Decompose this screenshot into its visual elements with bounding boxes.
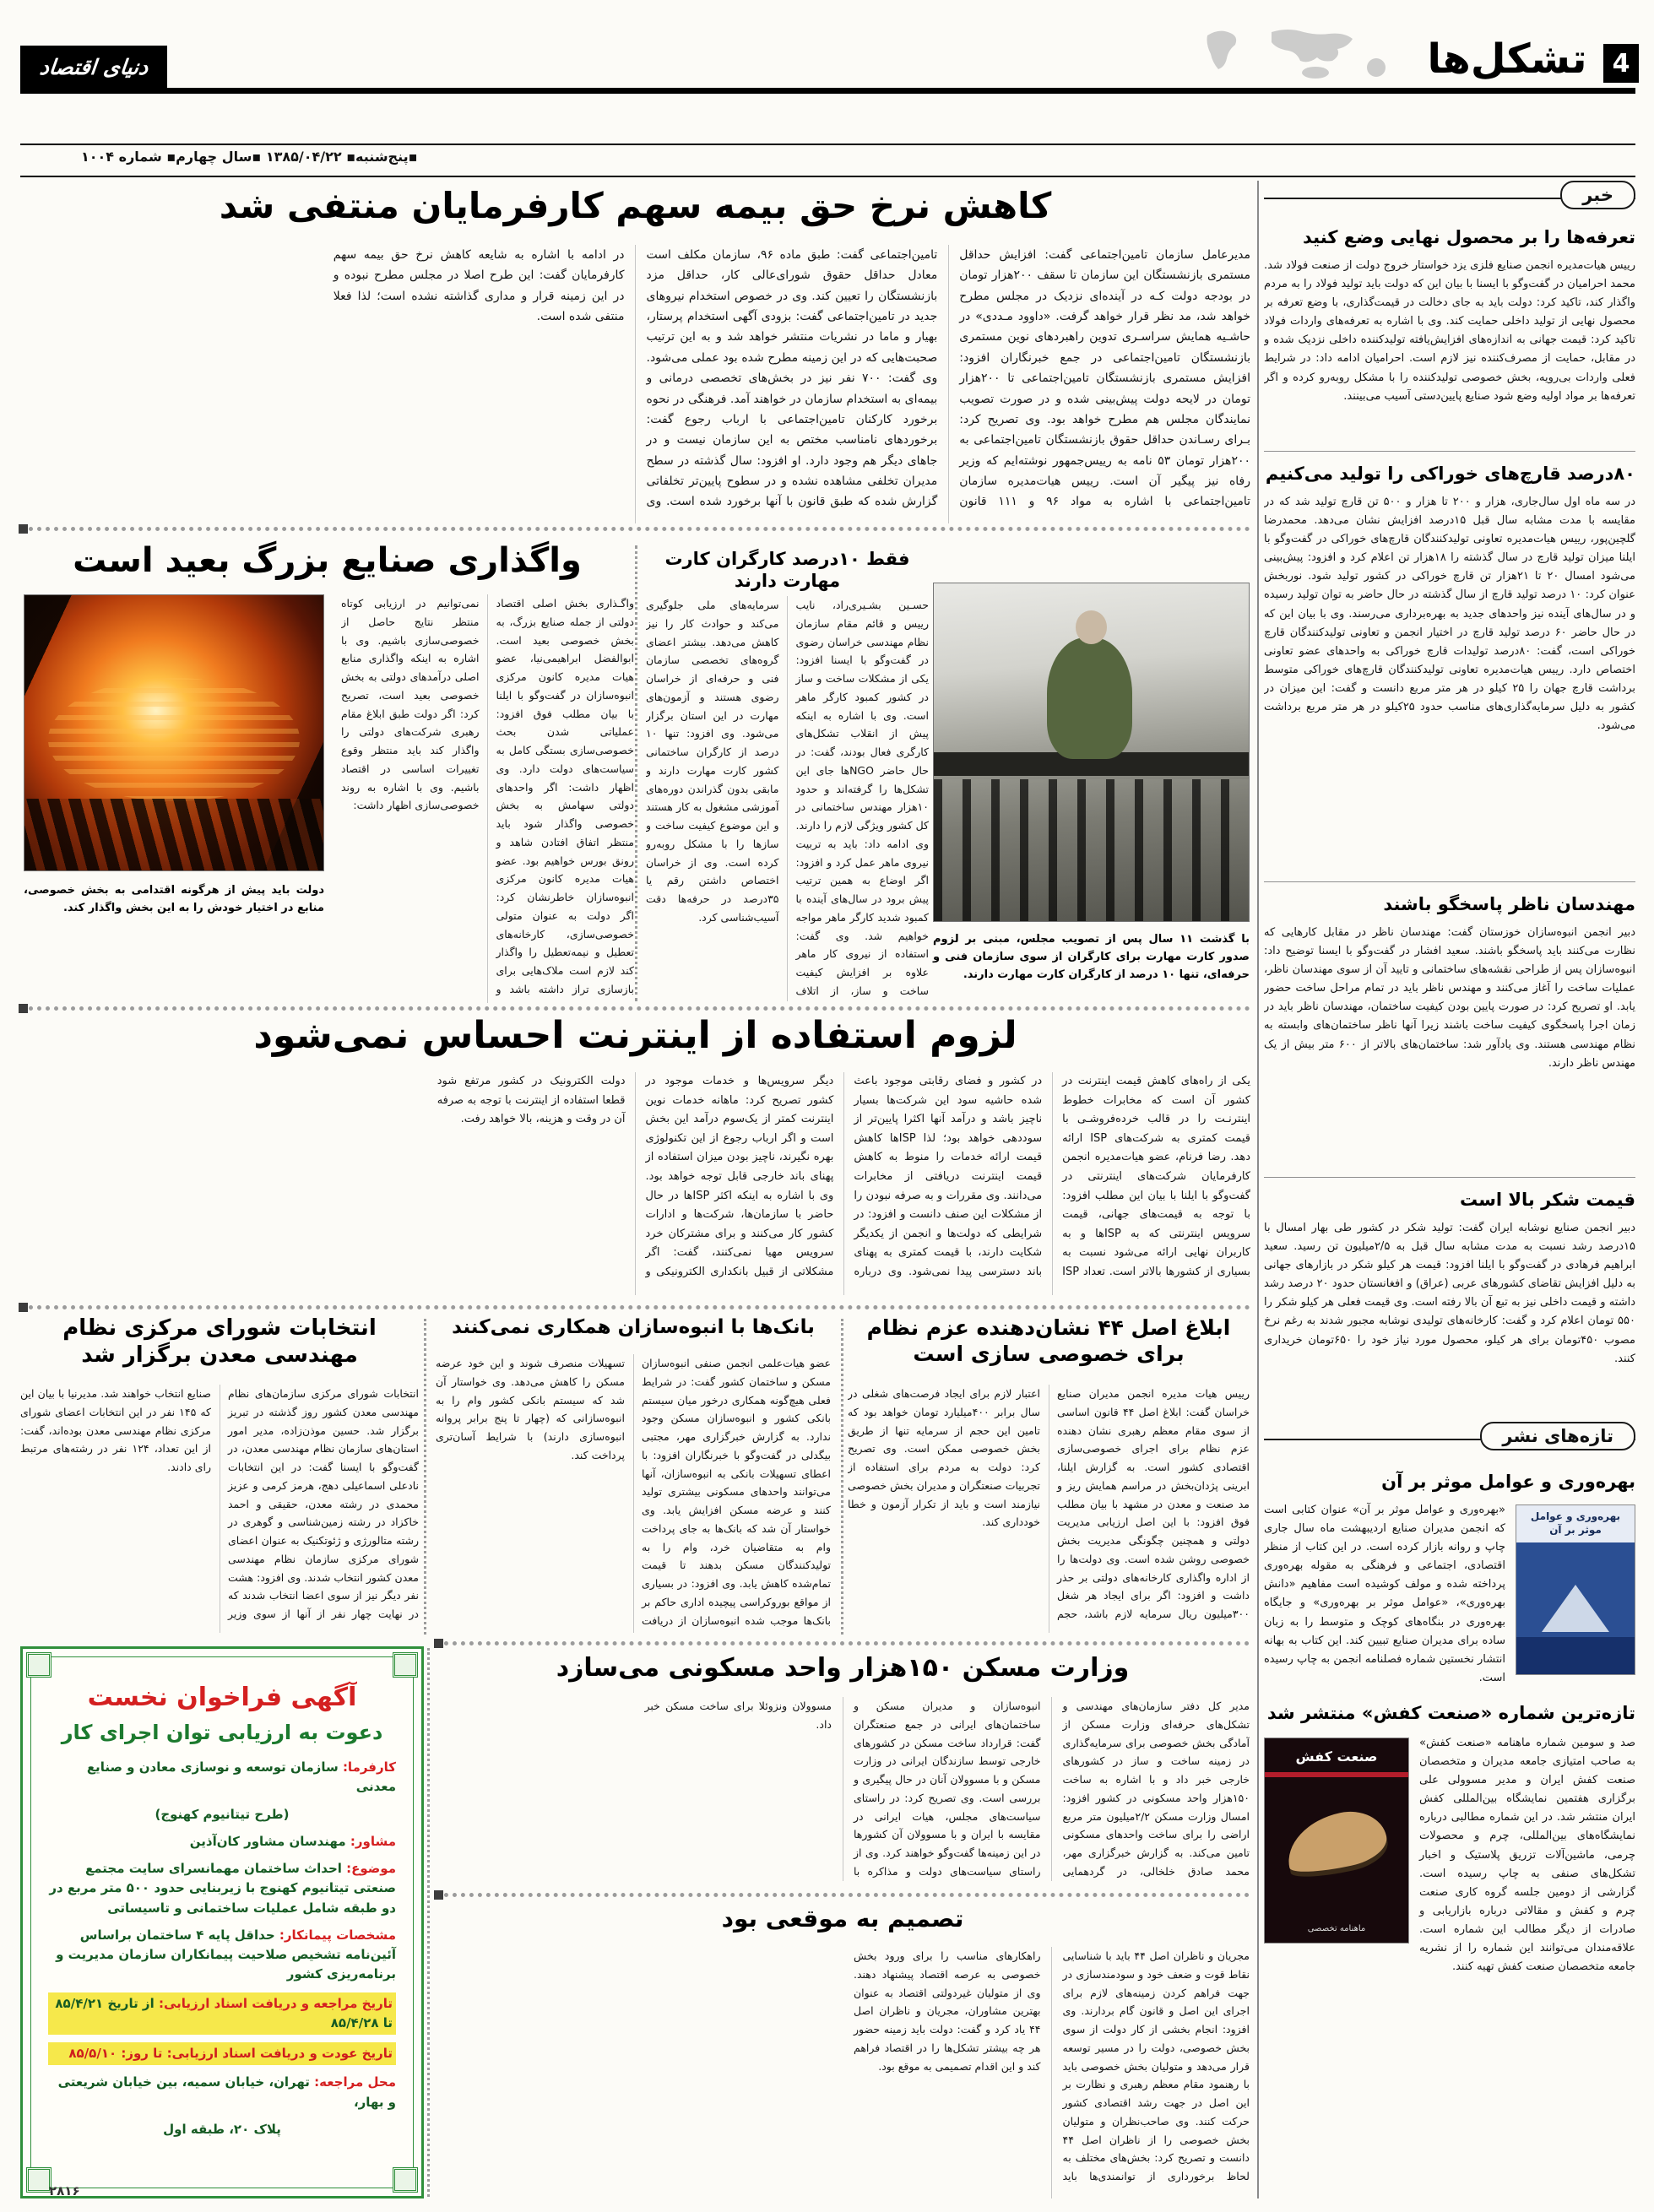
ad-line-date-return: تاریخ عودت و دریافت اسناد ارزیابی: تا روز: ۸۵/۵/۱۰ [48,2042,396,2065]
column-separator [427,1648,430,2197]
article-body: حسـین بشـیری‌راد، نایب رییس و قائم مقام سازمان نظام مهندسی خراسان رضوی در گفت‌وگو با ایسنا افزود: یکی از مشکلات ساخت و ساز در کشور کمبود کارگر ماهر است. وی با اشاره به اینکه پیش از انقلاب تشکل‌های کارگری فعال بودند، گفت: در حال حاضر NGOها جای این تشکل‌ها را گرفته‌اند و حدود ۱۰هزار مهندس ساختمانی در کل کشور ویژگی لازم را دارند. وی ادامه داد: باید به تربیت نیروی ماهر عمل کرد و افزود: اگر اوضاع به همین ترتیب پیش برود در سال‌های آینده با کمبود شدید کارگر ماهر مواجه خواهیم شد. وی گفت: استفاده از نیروی کار ماهر علاوه بر افزایش کیفیت ساخت و ساز، از اتلاف سرمایه‌های ملی جلوگیری می‌کند و حوادث کار را نیز کاهش می‌دهد. بیشتر اعضای گروه‌های تخصصی سازمان فنی و حرفه‌ای از خراسان رضوی هستند و آزمون‌های مهارت در این استان برگزار می‌شود. وی افزود: تنها ۱۰ درصد از کارگران ساختمانی کشور کارت مهارت دارند و مابقی بدون گذراندن دوره‌های آموزشی مشغول به کار هستند و این موضوع کیفیت ساخت و سازها را با مشکل روبه‌رو کرده است. وی از خراسان اختصاص داشتن رقم یا ۳۵درصد در حرفه‌ها دقت آسیب‌شناسی کرد. [646,599,929,997]
article-skill-card [646,540,1250,1003]
ad-line-project: (طرح تیتانیوم کهنوج) [155,1806,290,1822]
sidebar-headline: مهندسان ناظر پاسخگو باشند [1383,894,1635,914]
ad-line-subject: موضوع: احداث ساختمان مهمانسرای سایت مجتمع صنعتی تیتانیوم کهنوج با زیربنایی حدود ۵۰۰ متر مربع در دو طبقه شامل عملیات ساختمانی و تاسیساتی [49,1861,396,1916]
magazine-review [1264,1734,1635,2187]
article-banks [436,1315,831,1638]
sidebar-headline: ۸۰درصد قارچ‌های خوراکی را تولید می‌کنیم [1265,464,1635,484]
world-map-graphic [1189,24,1417,86]
section-separator [436,1641,1250,1645]
rule [1264,451,1635,452]
article-body: رییس هیات مدیره انجمن مدیران صنایع خراسان گفت: ابلاغ اصل ۴۴ قانون اساسی از سوی مقام معظم رهبری نشان دهنده عزم نظام برای اجرای خصوصی‌سازی اقتصادی کشور است. به گزارش ایلنا، ابرینی پژدان‌بخش در مراسم همایش ریز و مد صنعت و معدن در مشهد با بیان مطلب فوق افزود: با این اصل ارزیابی مدیریت دولتی و همچنین چگونگی مدیریت بخش خصوصی روشن شده است. وی دولت‌ها را از اداره واگذاری کارخانه‌های دولتی بر حذر داشت و افزود: اگر برای ایجاد هر شغل ۳۰۰میلیون ریال سرمایه لازم باشد، حجم اعتبار لازم برای ایجاد فرصت‌های شغلی در سال برابر ۴۰۰میلیارد تومان خواهد بود که تامین این حجم از سرمایه تنها از طریق بخش خصوصی ممکن است. وی تصریح کرد: دولت به مردم برای استفاده از تجربیات صنعتگران و مدیران بخش خصوصی نیازمند است و باید از تکرار آزمون و خطا خودداری کند. [848,1387,1250,1620]
article-internet [20,1013,1250,1295]
ad-line-date-receive: تاریخ مراجعه و دریافت اسناد ارزیابی: از تاریخ ۸۵/۴/۲۱ تا ۸۵/۴/۲۸ [48,1992,396,2036]
rule [1264,1177,1635,1178]
article-body: مجریان و ناظران اصل ۴۴ باید با شناسایی نقاط قوت و ضعف خود و سودمندسازی در جهت فراهم کردن زمینه‌های لازم برای اجرای این اصل و قانون گام بردارند. وی افزود: انجام بخشی از کار دولت از سوی بخش خصوصی، دولت را در مسیر توسعه قرار می‌دهد و متولیان بخش خصوصی باید با رهنمود مقام معظم رهبری و نظارت بر این اصل در جهت رشد اقتصادی کشور حرکت کنند. وی صاحب‌نظران و متولیان بخش خصوصی را از ناظران اصل ۴۴ دانست و تصریح کرد: بخش‌های مختلف به لحاظ برخورداری از توانمندی‌ها باید راهکارهای مناسب را برای ورود بخش خصوصی به عرصه اقتصاد پیشنهاد دهند. وی از متولیان غیردولتی اقتصاد به عنوان بهترین مشاوران، مجریان و ناظران اصل ۴۴ یاد کرد و گفت: دولت باید زمینه حضور هر چه بیشتر تشکل‌ها را در اقتصاد فراهم کند و این اقدام تصمیمی به موقع بود. [854,1949,1250,2182]
article-privatization [20,540,634,1003]
ad-corner-ornament [26,2167,52,2193]
shoe-illustration [1281,1804,1391,1879]
book-cover-productivity: بهره‌وری و عوامل موثر بر آن [1516,1504,1635,1675]
article-body: واگـذاری بخش اصلی اقتصاد دولتی از جمله صنایع بزرگ، به بخش خصوصی بعید است. ابوالفضل ابراهیمی‌نیا، عضو هیات مدیره کانون مرکزی انبوه‌سازان در گفت‌وگو با ایلنا با بیان مطلب فوق افزود: عملیاتی شدن بحث خصوصی‌سازی بستگی کامل به سیاست‌های دولت دارد. وی اظهار داشت: اگر واحدهای دولتی سهامش به بخش خصوصی واگذار شود باید منتظر اتفاق افتادن شاهد و رونق بورس خواهیم بود. عضو هیات مدیره کانون مرکزی انبوه‌سازان خاطرنشان کرد: اگر دولت به عنوان متولی خصوصی‌سازی، کارخانه‌های تعطیل و نیمه‌تعطیل را واگذار کند لازم است ملاک‌هایی برای بازسازی تراز داشته باشد و نمی‌توانیم در ارزیابی کوتاه منتظر نتایج حاصل از خصوصی‌سازی باشیم. وی با اشاره به اینکه واگذاری منابع اصلی درآمدهای دولتی به بخش خصوصی بعید است، تصریح کرد: اگر دولت طبق ابلاغ مقام رهبری شرکت‌های دولتی را واگذار کند باید منتظر وقوع تغییرات اساسی در اقتصاد باشیم. وی با اشاره به روند خصوصی‌سازی اظهار داشت: [341,597,634,995]
ad-line-employer: کارفرما: سازمان توسعه و نوسازی معادن و صنایع معدنی [86,1759,396,1795]
rule [20,176,1635,177]
column-separator [635,545,637,1001]
page-number-badge: 4 [1603,44,1639,83]
article-headline: فقط ۱۰درصد کارگران کارت مهارت دارند [664,549,910,591]
section-separator [436,1893,1250,1897]
paper-logo-text: دنیای اقتصاد [38,54,149,79]
sidebar-body: رییس هیات‌مدیره انجمن صنایع فلزی یزد خواستار خروج دولت از صنعت فولاد شد. محمد احرامیان در گفت‌وگو با ایسنا با بیان این که دولت باید تولید فولاد را به مردم واگذار کند، تاکید کرد: دولت باید به جای دخالت در قیمت‌گذاری، با وضع تعرفه بر محصول نهایی از تولید داخلی حمایت کند. وی با اشاره به تعرفه‌های واردات فولاد تاکید کرد: قیمت جهانی به اندازه‌های افزایش‌یافته تولیدکننده داخلی نزدیک شده و در مقابل، حمایت از مصرف‌کننده نیز لازم است. احرامیان ادامه داد: در شرایط فعلی واردات بی‌رویه، بخش خصوصی تولیدکننده را با مشکل روبه‌رو کرده و اگر تعرفه‌ها بر مواد اولیه وضع شود صنایع پایین‌دستی آسیب می‌بینند. [1264,259,1635,403]
news-section-label: خبر [1560,181,1635,209]
article-headline: کاهش نرخ حق بیمه سهم کارفرمایان منتفی شد [219,185,1052,226]
article-headline: واگذاری صنایع بزرگ بعید است [73,541,582,580]
ad-line-contractor: مشخصات پیمانکار: حداقل پایه ۴ ساختمان براساس آئین‌نامه تشخیص صلاحیت پیمانکاران سازمان مدیریت و برنامه‌ریزی کشور [56,1927,396,1982]
ad-line-address2: پلاک ۲۰، طبقه اول [163,2121,281,2137]
ad-subtitle: دعوت به ارزیابی توان اجرای کار [61,1721,383,1744]
photo-caption: با گذشت ۱۱ سال پس از تصویب مجلس، مبنی بر لزوم صدور کارت مهارت برای کارگران از سوی سازمان فنی و حرفه‌ای، تنها ۱۰ درصد از کارگران کارت مهارت دارند. [933,933,1250,982]
sidebar-rule [1257,181,1259,2198]
sidebar-body: در سه ماه اول سال‌جاری، هزار و ۲۰۰ تا هزار و ۵۰۰ تن قارچ تولید شد که در مقایسه با مدت مشابه سال قبل ۱۵درصد افزایش نشان می‌دهد. محمدرضا گلچین‌پور، رییس هیات‌مدیره تعاونی تولیدکنندگان قارچ‌های خوراکی در گفت‌وگو با ایلنا میزان تولید قارچ در سال گذشته را ۱۸هزار تن اعلام کرد و افزود: پیش‌بینی می‌شود امسال ۲۰ تا ۲۱هزار تن قارچ خوراکی در کشور تولید شود. نوربخش عنوان کرد: ۱۰ درصد تولید قارچ از سال گذشته در حال حاضر به توان تولید رسیده و در سال‌های آینده نیز واحدهای جدید به بهره‌برداری می‌رسند. وی با بیان این که در حال حاضر ۶۰ درصد تولید قارچ در اختیار انجمن و تعاونی تولیدکنندگان قارچ خوراکی است، گفت: ۸۰درصد تولیدات قارچ خوراکی به واحدهای عضو تعاونی اختصاص دارد. رییس هیات‌مدیره تعاونی تولیدکنندگان قارچ‌های خوراکی متوسط برداشت قارچ جهان را ۲۵ کیلو در هر متر مربع دانست و گفت: این میزان در کشور به دلیل سرمایه‌گذاری‌های مناسب حدود ۲۵کیلو در هر متر مربع برداشت می‌شود. [1264,496,1635,733]
ad-corner-ornament [26,1652,52,1678]
steel-mill-photo [24,594,324,871]
worker-photo [933,583,1250,922]
section-separator [20,527,1250,531]
magazine-cover-shoe-industry: صنعت کفش ماهنامه تخصصی [1264,1738,1409,1944]
publications-section-label: تازه‌های نشر [1480,1422,1635,1450]
section-separator [20,1305,1250,1309]
photo-caption: دولت باید پیش از هرگونه اقتدامی به بخش خصوصی، منابع در اختیار خودش را به این بخش واگذار کند. [24,884,324,915]
rule [20,144,1635,145]
article-body: مدیر کل دفتر سازمان‌های مهندسی و تشکل‌های حرفه‌ای وزارت مسکن از آمادگی بخش خصوصی برای سرمایه‌گذاری در زمینه ساخت و ساز در کشورهای خارجی خبر داد و با اشاره به ساخت ۱۵۰هزار واحد مسکونی در کشور افزود: امسال وزارت مسکن ۲/۲میلیون متر مربع اراضی را برای ساخت واحدهای مسکونی تامین می‌کند. به گزارش خبرگزاری مهر، محمد صادق خلخالی، در گردهمایی انبوه‌سازان و مدیران مسکن و ساختمان‌های ایرانی در جمع صنعتگران گفت: قرارداد ساخت مسکن در کشورهای خارجی توسط سازندگان ایرانی در وزارت مسکن و با مسوولان آنان در حال پیگیری و بررسی است. وی تصریح کرد: در راستای سیاست‌های مجلس، هیات ایرانی در مقایسه با ایران و با مسوولان آن کشورها در این زمینه‌ها گفت‌وگو خواهند کرد. وی از راستای سیاست‌های دولت و مذاکره با مسوولان ونزوئلا برای ساخت مسکن خبر داد. [644,1700,1250,1878]
footer-code: ۲۸۱۶ [49,2183,80,2198]
ad-line-address: محل مراجعه: تهران، خیابان سمیه، بین خیابان شریعتی و بهار، [57,2074,396,2110]
section-title: تشکل‌ها [1427,35,1587,83]
article-body: مدیرعامل سازمان تامین‌اجتماعی گفت: افزایش حداقل مستمری بازنشستگان این سازمان تا سقف ۲۰۰هزار تومان در بودجه دولت کـه در آینده‌ای نزدیک در مجلس مطرح خواهد شد، مد نظر قرار خواهد گرفت. «داوود مـددی» در حاشـیه همایش سراسـری تدوین راهبردهای نوین مستمری بازنشستگان تامین‌اجتماعی در جمع خبرنگاران افزود: افزایش مستمری بازنشستگان تامین‌اجتماعی تا ۲۰۰هزار تومان در لایحه دولت پیش‌بینی شده و در صورت تصویب نمایندگان مجلس هم مطرح خواهد بود. وی تصریح کرد: بـرای رسـاندن حداقل حقوق بازنشستگان تامین‌اجتماعی به ۲۰۰هزار تومان ۵۳ نامه به رییس‌جمهور نوشته‌ایم که وزیر رفاه نیز پیگیر آن است. رییس هیات‌مدیره سازمان تامین‌اجتماعی با اشاره به مواد ۹۶ و ۱۱۱ قانون تامین‌اجتماعی گفت: طبق ماده ۹۶، سازمان مکلف است معادل حداقل حقوق شورای‌عالی کار، حداقل مزد بازنشستگان را تعیین کند. وی در خصوص استخدام نیروهای جدید در تامین‌اجتماعی گفت: بزودی آگهی استخدام پرستار، بهیار و ماما در نشریات منتشر خواهد شد و به این ترتیب صحبت‌هایی که در این زمینه مطرح شده بود عملی می‌شود. وی گفت: ۷۰۰ نفر نیز در بخش‌های تخصصی درمانی و بیمه‌ای به استخدام سازمان در خواهند آمد. فرهنگی در نحوه برخورد کارکنان تامین‌اجتماعی با ارباب رجوع گفت: برخوردهای نامناسب مختص به این سازمان نیست و در جاهای دیگر هم وجود دارد. او افزود: سال گذشته در سطح مدیران تخلفی مشاهده نشده و در سطوح پایین‌تر تخلفاتی گزارش شده که طبق قانون با آنها برخورد شده است. وی در ادامه با اشاره به شایعه کاهش نرخ حق بیمه سهم کارفرمایان گفت: این طرح اصلا در مجلس مطرح نبوده و در این زمینه قرار و مداری گذاشته نشده است؛ لذا فعلا منتفی شده است. [333,248,1250,509]
magazine-review-text: صد و سومین شماره ماهنامه «صنعت کفش» به صاحب امتیازی جامعه مدیران و متخصصان صنعت کفش ایران و مدیر مسوولی علی برگزاری هفتمین نمایشگاه بین‌المللی کفش ایران منتشر شد. در این شماره مطالبی درباره نمایشگاه‌های بین‌المللی، چرم و محصولات چرمی، ماشین‌آلات تزریق پلاستیک و اخبار تشکل‌های صنفی به چاپ رسیده است. گزارشی از دومین جلسه گروه کاری صنعت چرم و کفش و مقالاتی درباره بازاریابی و صادرات از دیگر مطالب این شماره است. علاقه‌مندان می‌توانند این شماره را از نشریه جامعه متخصصان صنعت کفش تهیه کنند. [1419,1737,1635,1974]
rule [1264,881,1635,882]
article-decision [436,1905,1250,2198]
article-headline: تصمیم به موقعی بود [721,1905,964,1933]
book-title: تازه‌ترین شماره «صنعت کفش» منتشر شد [1266,1703,1635,1723]
book-review-text: «بهره‌وری و عوامل موثر بر آن» عنوان کتابی است که انجمن مدیران صنایع اردیبهشت ماه سال جاری چاپ و روانه بازار کرده است. در این کتاب از منظر اقتصادی، اجتماعی و فرهنگی به مقوله بهره‌وری پرداخته شده و مولف کوشیده است مفاهیم «دانش بهره‌وری»، «عوامل موثر بر بهره‌وری» و جایگاه بهره‌وری در بنگاه‌های کوچک و متوسط را به زبان ساده برای مدیران صنایع تبیین کند. این کتاب به بهانه انتشار نخستین شماره فصلنامه انجمن به چاپ رسیده است. [1264,1504,1505,1684]
sidebar-headline: قیمت شکر بالا است [1460,1190,1635,1210]
ad-line-consultant: مشاور: مهندسان مشاور کان‌آذین [189,1833,396,1849]
article-headline: ابلاغ اصل ۴۴ نشان‌دهنده عزم نظام برای خصوصی سازی است [866,1315,1231,1366]
sidebar-news [1264,181,1635,2200]
sidebar-body: دبیر انجمن انبوه‌سازان خوزستان گفت: مهندسان ناظر در مقابل کارهایی که نظارت می‌کنند باید پاسخگو باشند. سعید افشار در گفت‌وگو با ایسنا توضیح داد: انبوه‌سازان پس از طراحی نقشه‌های ساختمانی و تایید آن از سوی مهندسان ناظر، عملیات ساخت را آغاز می‌کنند و مهندس ناظر باید در تمام مراحل ساخت حضور یابد. او تصریح کرد: در صورت پایین بودن کیفیت ساختمان، مهندسان ناظر باید در زمان اجرا پاسخگوی کیفیت ساخت باشند زیرا آنها ناظر ساختمان‌های وابسته به نظام مهندسی هستند. وی یادآور شد: ساختمان‌های بالاتر از ۶۰۰ متر بیش از یک مهندس ناظر دارند. [1264,926,1635,1070]
article-election [20,1315,419,1638]
article-body: عضو هیات‌علمی انجمن صنفی انبوه‌سازان مسکن و ساختمان کشور گفت: در شرایط فعلی هیچ‌گونه همکاری درخور میان سیستم بانکی کشور و انبوه‌سازان مسکن وجود ندارد. به گزارش خبرگزاری مهر، مجتبی بیگدلی در گفت‌وگو با خبرنگاران افزود: با اعطای تسهیلات بانکی به انبوه‌سازان، آنها می‌توانند واحدهای مسکونی بیشتری تولید کنند و عرضه مسکن افزایش یابد. وی خواستار آن شد که بانک‌ها به جای پرداخت وام به متقاضیان خرد، وام را به تولیدکنندگان مسکن بدهند تا قیمت تمام‌شده کاهش یابد. وی افزود: در بسیاری از مواقع بوروکراسی پیچیده اداری حاکم بر بانک‌ها موجب شده انبوه‌سازان از دریافت تسهیلات منصرف شوند و این خود عرضه مسکن را کاهش می‌دهد. وی خواستار آن شد که سیستم بانکی کشور وام را به انبوه‌سازانی که (چهار تا پنج برابر پروانه انبوه‌سازی دارند) با شرایط آسان‌تری پرداخت کند. [436,1357,831,1627]
sidebar-headline: تعرفه‌ها را بر محصول نهایی وضع کنید [1303,227,1635,247]
paper-logo [20,46,167,88]
article-housing [436,1653,1250,1881]
column-separator [424,1319,426,1635]
ad-corner-ornament [393,1652,418,1678]
book-title: بهره‌وری و عوامل موثر بر آن [1381,1472,1635,1492]
dateline: ▪پنج‌شنبه▪ ۱۳۸۵/۰۴/۲۲ ▪سال چهارم▪ شماره ۱۰۰۴ [81,149,418,165]
header-rule [20,88,1635,94]
article-body: یکی از راه‌های کاهش قیمت اینترنت در کشور آن است که مخابرات خطوط اینترنـت را در قالب خرده‌فروشـی با قیمت کمتری به شرکت‌های ISP ارائه دهد. رضا فرنام، عضو هیات‌مدیره انجمن کارفرمایان شرکت‌های اینترنتی در گفت‌وگو با ایلنا با بیان این مطلب افزود: با توجه به قیمت‌های جهانی، قیمت سرویس اینترنتی که به ISPها و به کاربران نهایی ارائه می‌شود نسبت به بسیاری از کشورها بالاتر است. تعداد ISP در کشور و فضای رقابتی موجود باعث شده حاشیه سود این شرکت‌ها بسیار ناچیز باشد و درآمد آنها اکثرا پایین‌تر از سوددهی خواهد بود؛ لذا ISPها کاهش قیمت ارائه خدمات را منوط به کاهش قیمت اینترنت دریافتی از مخابرات می‌دانند. وی مقررات و به صرفه نبودن را از مشکلات این صنف دانست و افزود: در شرایطی که دولت‌ها و انجمن از یکدیگر شکایت دارند، با قیمت کمتری به پهنای باند دسترسی پیدا نمی‌شود. وی درباره دیگر سرویس‌ها و خدمات موجود در کشور تصریح کرد: ماهانه خدمات نوین اینترنت کمتر از یک‌سوم درآمد این بخش است و اگر ارباب رجوع از این تکنولوژی بهره نگیرند، ناچیز بودن میزان استفاده از پهنای باند خارجی قابل توجه خواهد بود. وی با اشاره به اینکه اکثر ISPها در حال حاضر با سازمان‌ها، شرکت‌ها و ادارات کشور کار می‌کنند و برای مشترکان خرد سرویس مهیا نمی‌کنند، گفت: اگر مشکلاتی از قبیل بانکداری الکترونیکی و دولت الکترونیک در کشور مرتفع شود قطعا استفاده از اینترنت با توجه به صرفه آن در وقت و هزینه، بالا خواهد رفت. [437,1075,1250,1279]
article-headline: بانک‌ها با انبوه‌سازان همکاری نمی‌کنند [452,1316,815,1338]
article-headline: وزارت مسکن ۱۵۰هزار واحد مسکونی می‌سازد [556,1653,1130,1683]
ad-corner-ornament [393,2167,418,2193]
section-separator [20,1006,1250,1011]
article-body: انتخابات شورای مرکزی سازمان‌های نظام مهندسی معدن کشور روز گذشته در تبریز برگزار شد. حسین موذن‌زاده، مدیر امور استان‌های سازمان نظام مهندسی معدن، در گفت‌وگو با ایسنا گفت: در این انتخابات نادعلی اسماعیلی دهج، هرمز کرمی و عزیز محمدی در رشته معدن، حقیقی و احمد خاکزاد در رشته زمین‌شناسی و گوهری در رشته متالورژی و ژئوتکنیک به عنوان اعضای شورای مرکزی سازمان نظام مهندسی معدن کشور انتخاب شدند. وی افزود: هشت نفر دیگر نیز از سوی اعضا انتخاب شدند که در نهایت چهار نفر از آنها از سوی وزیر صنایع انتخاب خواهند شد. مدیرنیا با بیان این که ۱۴۵ نفر در این انتخابات اعضای شورای مرکزی نظام مهندسی معدن بوده‌اند، گفت: از این تعداد، ۱۲۴ نفر در رشته‌های مرتبط رای دادند. [20,1387,419,1620]
ad-title: آگهی فراخوان نخست [87,1683,357,1712]
article-insurance [20,184,1250,523]
book-review [1264,1501,1635,1692]
article-headline: انتخابات شورای مرکزی نظام مهندسی معدن برگزار شد [62,1315,377,1368]
column-separator [841,1319,843,1635]
tender-advertisement [20,1646,424,2198]
article-principle44 [848,1315,1250,1638]
article-headline: لزوم استفاده از اینترنت احساس نمی‌شود [253,1014,1017,1057]
sidebar-body: دبیر انجمن صنایع نوشابه ایران گفت: تولید شکر در کشور طی بهار امسال با ۱۵درصد رشد نسبت به مدت مشابه سال قبل به ۲/۵میلیون تن رسید. سعید ابراهیم فرهادی در گفت‌وگو با ایلنا افزود: قیمت هر کیلو شکر در بازارهای جهانی به دلیل افزایش تقاضای کشورهای عربی (عراق) و افغانستان حدود ۲۰ درصد رشد داشته و قیمت داخلی نیز به تبع آن بالا رفته است. وی قیمت فعلی هر کیلو شکر را ۵۵۰ تومان اعلام کرد و گفت: کارخانه‌های تولیدی نوشابه مجبور شدند به رغم نرخ مصوب ۴۵۰تومان برای هر کیلو، محصول مورد نیاز خود را ۶۵۰تومان خریداری کنند. [1264,1222,1635,1365]
